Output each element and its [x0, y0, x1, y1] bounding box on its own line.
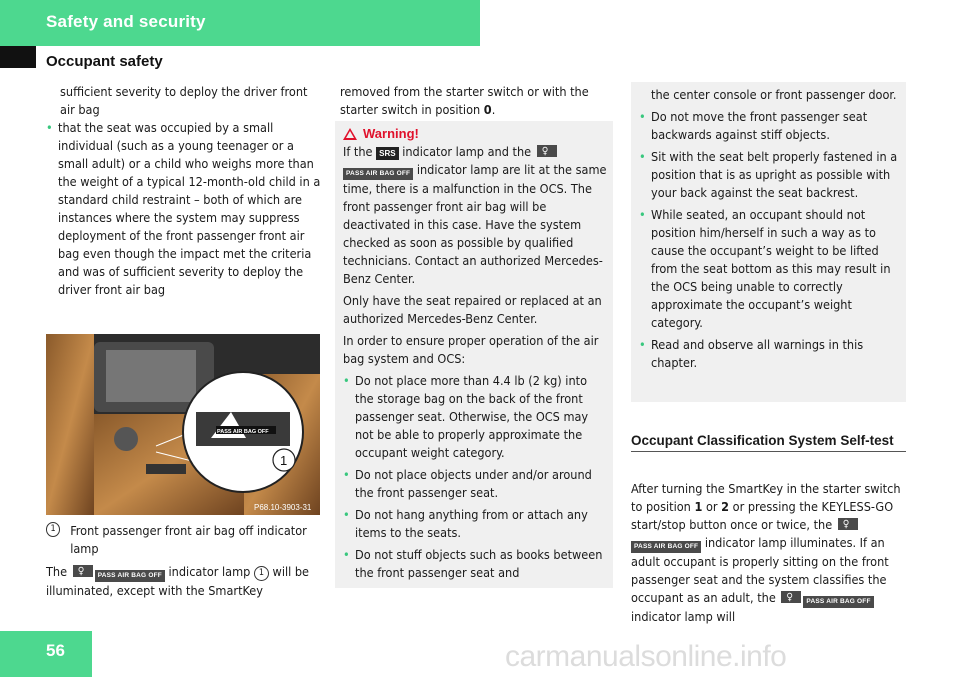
bullet-dot-icon: •	[639, 337, 646, 352]
lamp-paragraph-mid: indicator lamp	[168, 564, 251, 579]
passenger-icon	[781, 591, 801, 603]
airbag-off-lamp-icon: PASS AIR BAG OFF	[343, 168, 413, 180]
warning-box	[335, 121, 613, 588]
col3-continuation: the center console or front passenger door.	[651, 87, 897, 102]
self-test-a: After turning the SmartKey in the starter switch to position	[631, 481, 901, 514]
self-test-or: or	[705, 499, 718, 514]
col3-bullet-text: Sit with the seat belt properly fastened in a position that is as upright as possible with your back against the seat backrest.	[651, 149, 898, 200]
warning-bullet-text: Do not place objects under and/or around the front passenger seat.	[355, 467, 592, 500]
warning-title	[343, 125, 607, 143]
warning-bullet	[343, 546, 607, 582]
bullet-dot-icon: •	[639, 109, 646, 124]
column-1	[46, 83, 322, 299]
warning-para-1	[343, 143, 607, 288]
col2-intro-position: 0	[483, 102, 492, 117]
warning-bullet	[343, 466, 607, 502]
airbag-off-lamp-icon: PASS AIR BAG OFF	[631, 541, 701, 553]
photo-lamp-label: PASS AIR BAG OFF	[217, 429, 269, 435]
caption-number: 1	[46, 522, 60, 537]
column-2-intro	[340, 83, 612, 119]
warning-bullet	[343, 506, 607, 542]
warning-para-3: In order to ensure proper operation of the air bag system and OCS:	[343, 333, 599, 366]
bullet-dot-icon: •	[343, 467, 350, 482]
page-subheading: Occupant safety	[46, 53, 163, 70]
section-title: Safety and security	[46, 12, 206, 31]
warning-para-1-b: indicator lamp and the	[402, 144, 532, 159]
bullet-dot-icon: •	[639, 207, 646, 222]
watermark: carmanualsonline.info	[505, 640, 787, 673]
self-test-position-2: 2	[721, 499, 730, 514]
warning-bullet-text: Do not stuff objects such as books between the front passenger seat and	[355, 547, 603, 580]
bullet-dot-icon: •	[343, 507, 350, 522]
warning-bullet-text: Do not place more than 4.4 lb (2 kg) into the storage bag on the back of the front passenger seat. Otherwise, the OCS may not be able to properly approximate the occupant weight category.	[355, 373, 589, 460]
col3-bullet-text: Read and observe all warnings in this chapter.	[651, 337, 864, 370]
lamp-paragraph-end: will be illuminated, except with the SmartKey	[46, 564, 310, 598]
bullet-dot-icon: •	[639, 149, 646, 164]
self-test-paragraph	[631, 480, 907, 626]
col1-bullet	[46, 119, 322, 299]
inline-number: 1	[254, 566, 269, 581]
warning-triangle-icon	[343, 128, 357, 140]
airbag-off-lamp-icon: PASS AIR BAG OFF	[803, 596, 873, 608]
bullet-dot-icon: •	[343, 373, 350, 388]
lamp-paragraph-start: The	[46, 564, 68, 579]
lamp-paragraph	[46, 563, 322, 600]
col2-intro: removed from the starter switch or with the starter switch in position 0.	[340, 84, 589, 117]
warning-para-2: Only have the seat repaired or replaced at an authorized Mercedes-Benz Center.	[343, 293, 602, 326]
warning-para-1-c: indicator lamp are lit at the same time, there is a malfunction in the OCS. The front passenger front air bag will be deactivated in this case. Have the system checked as soon as possible by qualified technicians. Contact an authorized Mercedes-Benz Center.	[343, 162, 607, 286]
photo-callout-number: 1	[280, 453, 288, 468]
self-test-b: or pressing the KEYLESS-GO start/stop button once or twice, the	[631, 499, 894, 532]
page-number: 56	[46, 641, 65, 660]
passenger-icon	[838, 518, 858, 530]
warning-bullet	[343, 372, 607, 462]
section-heading: Occupant Classification System Self-test	[631, 432, 906, 452]
chapter-tab	[0, 46, 36, 68]
warning-bullet-text: Do not hang anything from or attach any items to the seats.	[355, 507, 588, 540]
photo-code: P68.10-3903-31	[254, 503, 312, 512]
dashboard-photo	[46, 334, 320, 515]
warning-bullets	[343, 372, 607, 582]
col3-bullet	[639, 206, 906, 332]
col3-bullet	[639, 108, 906, 144]
self-test-c: indicator lamp illuminates. If an adult occupant is properly sitting on the front passenger seat and the system classifies the occupant as an adult, the	[631, 535, 889, 605]
airbag-off-lamp-icon: PASS AIR BAG OFF	[95, 570, 165, 582]
self-test-d: indicator lamp will	[631, 609, 736, 624]
dashboard-illustration	[46, 334, 320, 515]
srs-lamp-icon: SRS	[376, 147, 398, 160]
passenger-icon	[73, 565, 93, 577]
photo-caption	[46, 522, 322, 558]
warning-continuation-box	[631, 82, 906, 402]
warning-para-1-a: If the	[343, 144, 373, 159]
passenger-icon	[537, 145, 557, 157]
col3-bullet-text: Do not move the front passenger seat backwards against stiff objects.	[651, 109, 868, 142]
col2-intro-text: removed from the starter switch or with the starter switch in position	[340, 84, 589, 117]
col3-bullet	[639, 336, 906, 372]
col3-bullet	[639, 148, 906, 202]
col1-bullet-text: that the seat was occupied by a small individual (such as a young teenager or a small adult) or a child who weighs more than the weight of a typical 12-month-old child in a standard child restraint – both of which are instances where the system may suppress deployment of the front passenger front air bag even though the impact met the criteria and was of sufficient severity to deploy the driver front air bag	[58, 120, 321, 297]
page-number-band	[0, 631, 92, 677]
col3-bullet-text: While seated, an occupant should not position him/herself in such a way as to cause the occupant’s weight to be lifted from the seat bottom as this may result in the OCS being unable to correctly approximate the occupant’s weight category.	[651, 207, 891, 330]
col1-continuation: sufficient severity to deploy the driver front air bag	[60, 84, 308, 117]
caption-text: Front passenger front air bag off indicator lamp	[70, 523, 307, 556]
bullet-dot-icon: •	[343, 547, 350, 562]
self-test-position-1: 1	[694, 499, 703, 514]
bullet-dot-icon: •	[46, 120, 53, 135]
section-header-band	[0, 0, 480, 46]
warning-title-text: Warning!	[363, 126, 419, 141]
